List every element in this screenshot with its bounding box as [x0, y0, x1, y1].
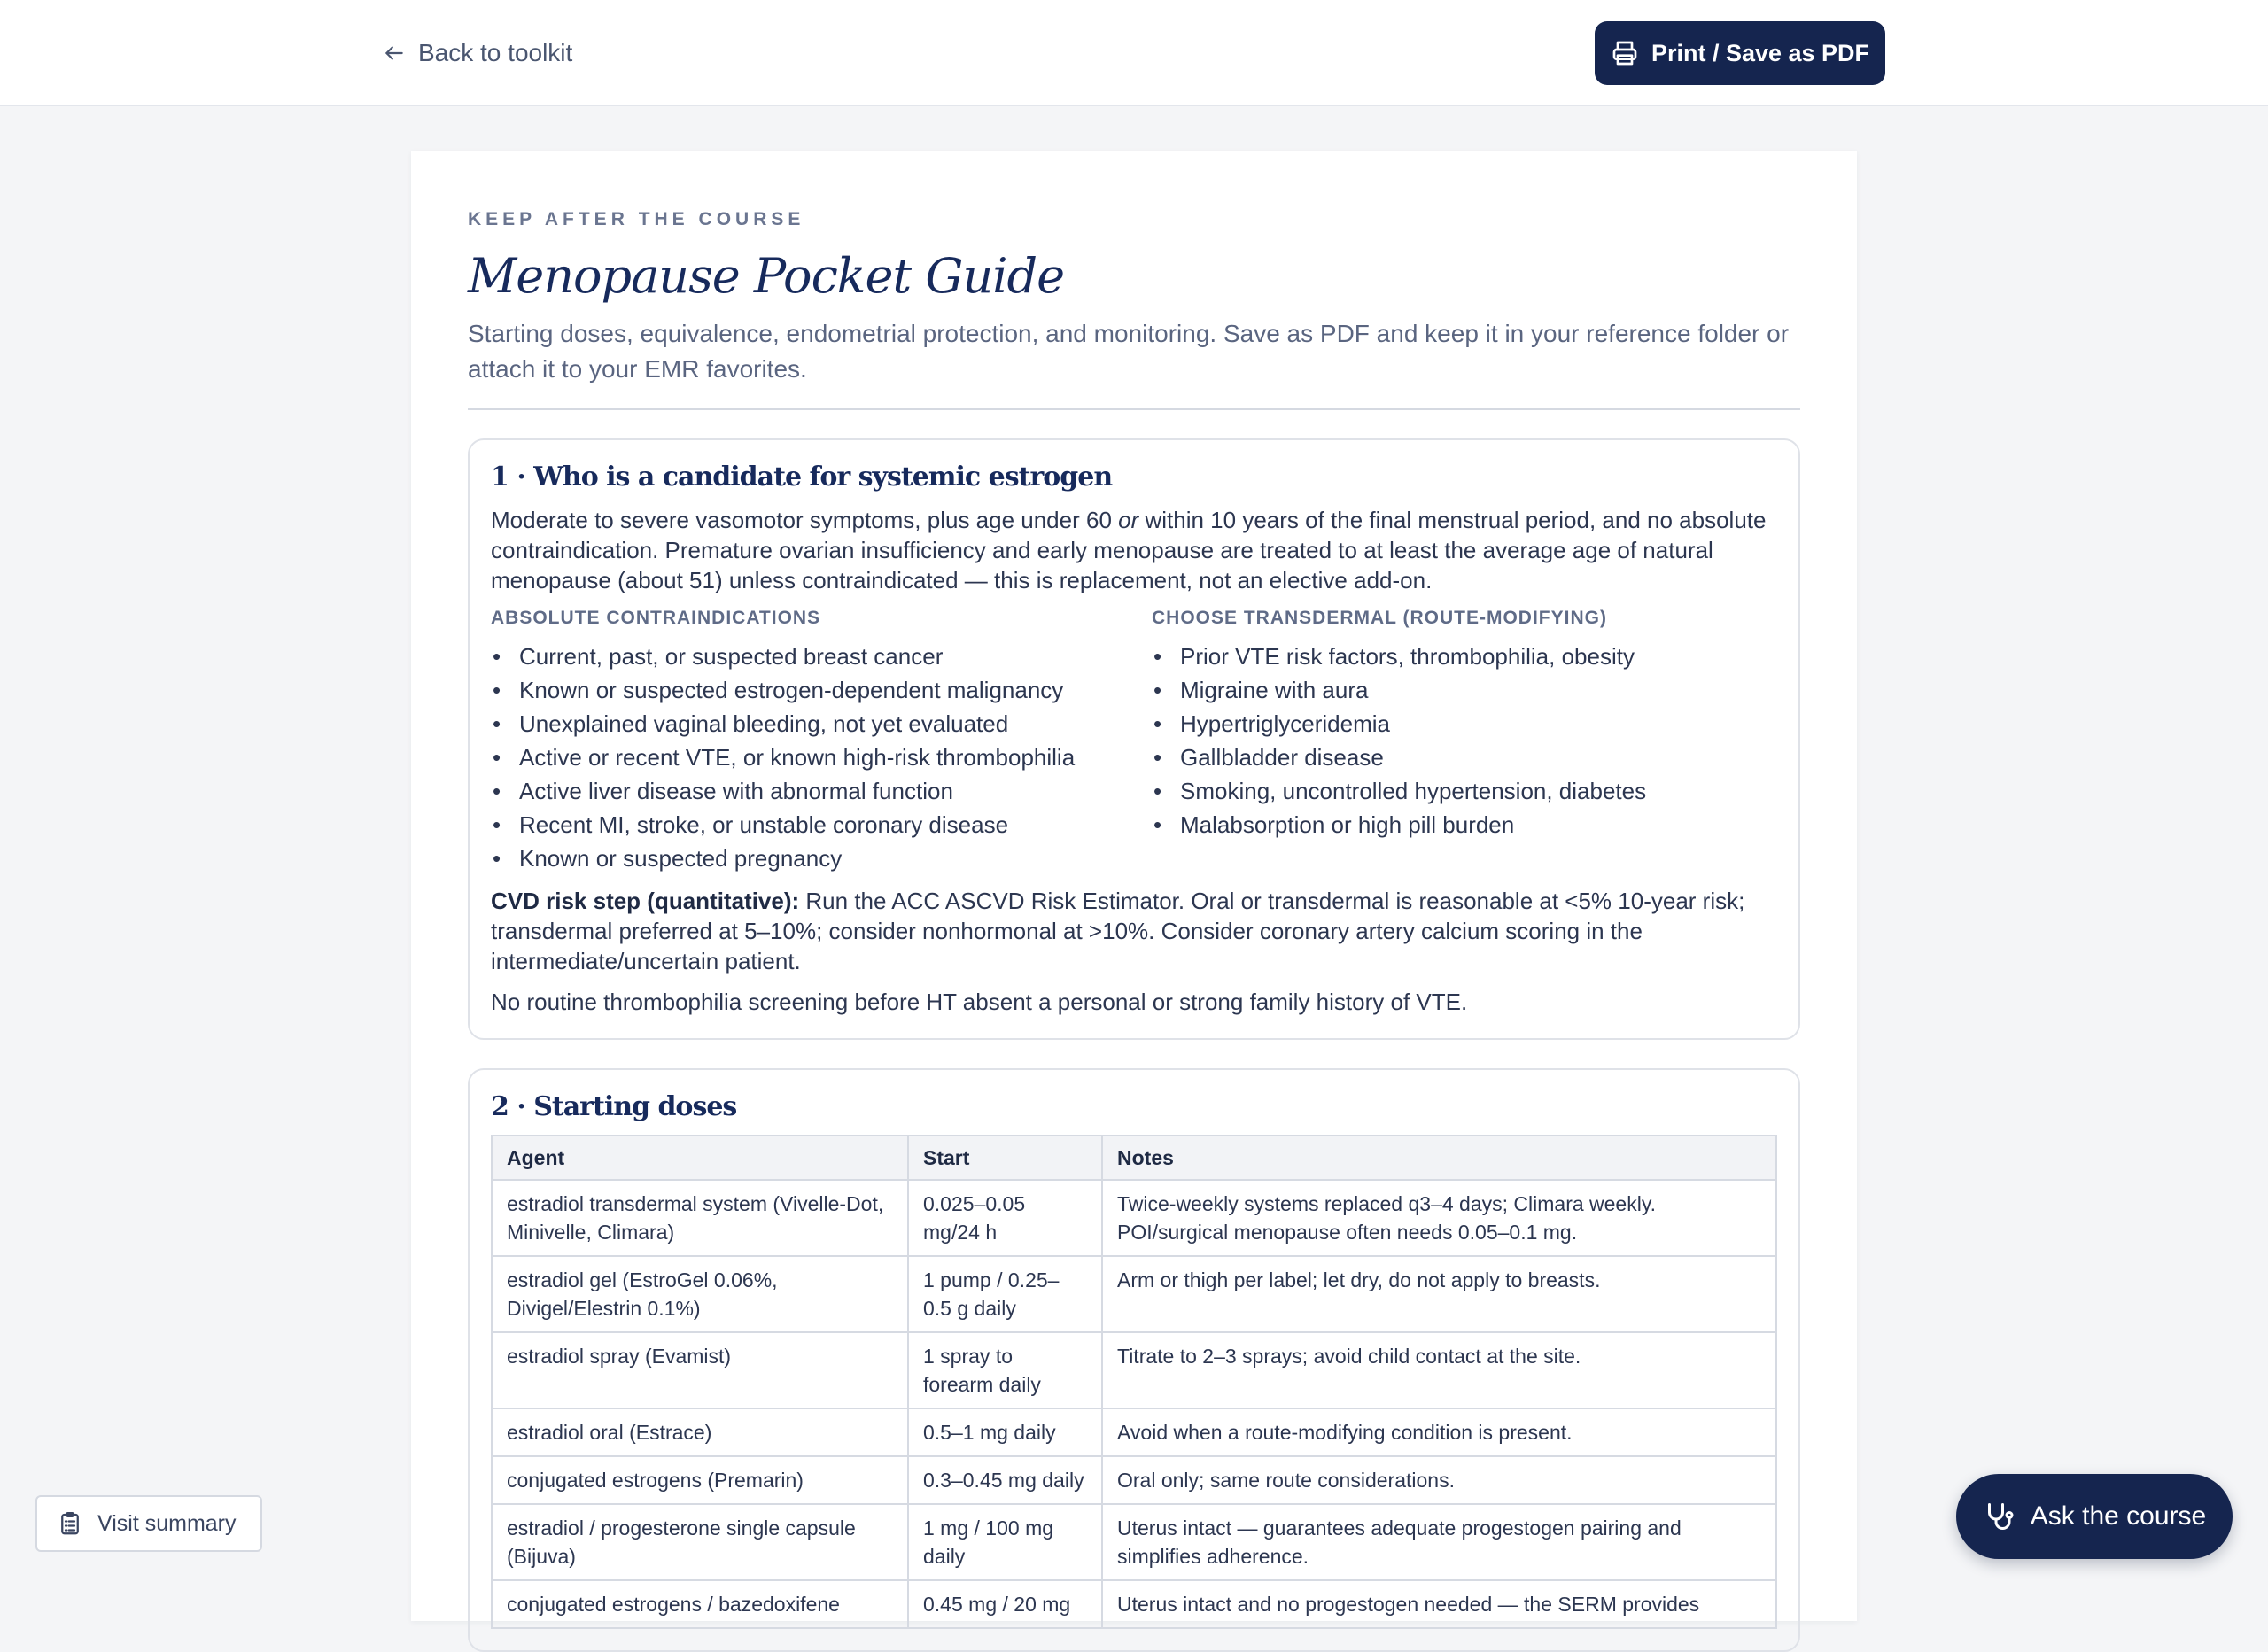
- column-header-start: Start: [908, 1136, 1102, 1180]
- contraindications-heading: ABSOLUTE CONTRAINDICATIONS: [491, 608, 821, 628]
- ask-the-course-button[interactable]: [1956, 1474, 2233, 1559]
- visit-summary-label: Visit summary: [97, 1510, 237, 1536]
- print-button-label: Print / Save as PDF: [1651, 39, 1870, 66]
- cell-notes: Uterus intact and no progestogen needed — the SERM provides: [1102, 1580, 1776, 1628]
- cell-notes: Titrate to 2–3 sprays; avoid child contact at the site.: [1102, 1332, 1776, 1408]
- starting-doses-heading: 2 · Starting doses: [491, 1091, 737, 1122]
- guide-title: Menopause Pocket Guide: [468, 248, 1065, 304]
- transdermal-condition-item: • Gallbladder disease: [1152, 741, 1777, 774]
- transdermal-condition-item: • Malabsorption or high pill burden: [1152, 808, 1777, 842]
- column-header-notes: Notes: [1102, 1136, 1776, 1180]
- cell-start: 1 mg / 100 mg daily: [908, 1504, 1102, 1580]
- cell-notes: Twice-weekly systems replaced q3–4 days; Climara weekly. POI/surgical menopause often needs 0.05–0.1 mg.: [1102, 1180, 1776, 1256]
- table-row: [492, 1580, 1776, 1628]
- transdermal-condition-item: • Migraine with aura: [1152, 673, 1777, 707]
- table-body: [492, 1180, 1776, 1628]
- contraindication-item: • Known or suspected estrogen-dependent malignancy: [491, 673, 1116, 707]
- top-bar: [0, 0, 2268, 106]
- clipboard-icon: [57, 1510, 83, 1537]
- table-row: [492, 1256, 1776, 1332]
- cvd-text: Run the ACC ASCVD Risk Estimator. Oral or transdermal is reasonable at <5% 10-year risk; transdermal preferred at 5–10%; consider nonhormonal at >10%. Consider coronary artery calcium scoring in the intermediate/uncertain patient.: [491, 888, 1745, 974]
- table-row: [492, 1408, 1776, 1456]
- contraindications-column: [491, 608, 1116, 875]
- candidate-intro: [491, 505, 1777, 595]
- cell-start: 0.025–0.05 mg/24 h: [908, 1180, 1102, 1256]
- cell-agent: estradiol / progesterone single capsule (Bijuva): [492, 1504, 908, 1580]
- cell-start: 0.5–1 mg daily: [908, 1408, 1102, 1456]
- guide-eyebrow: KEEP AFTER THE COURSE: [468, 209, 805, 229]
- transdermal-condition-item: • Prior VTE risk factors, thrombophilia, obesity: [1152, 640, 1777, 673]
- contraindication-item: • Active liver disease with abnormal function: [491, 774, 1116, 808]
- cell-notes: Avoid when a route-modifying condition is present.: [1102, 1408, 1776, 1456]
- intro-part-b: within 10 years of the final menstrual period, and no absolute contraindication. Premature ovarian insufficiency and early menopause are treated to at least the average age of natural menopause (about 51) unless contraindicated — this is replacement, not an elective add-on.: [491, 507, 1767, 593]
- contraindication-item: • Unexplained vaginal bleeding, not yet evaluated: [491, 707, 1116, 741]
- cell-start: 0.3–0.45 mg daily: [908, 1456, 1102, 1504]
- intro-or: or: [1118, 507, 1139, 533]
- cell-agent: estradiol transdermal system (Vivelle-Dot, Minivelle, Climara): [492, 1180, 908, 1256]
- table-header-row: [492, 1136, 1776, 1180]
- cell-agent: conjugated estrogens (Premarin): [492, 1456, 908, 1504]
- column-header-agent: Agent: [492, 1136, 908, 1180]
- cell-agent: estradiol gel (EstroGel 0.06%, Divigel/Elestrin 0.1%): [492, 1256, 908, 1332]
- table-row: [492, 1456, 1776, 1504]
- cell-notes: Arm or thigh per label; let dry, do not apply to breasts.: [1102, 1256, 1776, 1332]
- pocket-guide-sheet: [411, 151, 1857, 1621]
- cell-notes: Oral only; same route considerations.: [1102, 1456, 1776, 1504]
- cell-start: 1 pump / 0.25–0.5 g daily: [908, 1256, 1102, 1332]
- cvd-risk-step: [491, 886, 1777, 976]
- cvd-label: CVD risk step (quantitative):: [491, 888, 800, 914]
- contraindications-list: [491, 640, 1116, 875]
- starting-doses-table: [491, 1135, 1777, 1629]
- contraindication-item: • Recent MI, stroke, or unstable coronary disease: [491, 808, 1116, 842]
- cell-agent: estradiol spray (Evamist): [492, 1332, 908, 1408]
- candidate-section: [468, 438, 1800, 1040]
- contraindication-item: • Current, past, or suspected breast cancer: [491, 640, 1116, 673]
- contraindication-item: • Active or recent VTE, or known high-risk thrombophilia: [491, 741, 1116, 774]
- guide-subtitle: Starting doses, equivalence, endometrial protection, and monitoring. Save as PDF and keep it in your reference folder or attach it to your EMR favorites.: [468, 316, 1800, 410]
- cell-start: 1 spray to forearm daily: [908, 1332, 1102, 1408]
- table-row: [492, 1180, 1776, 1256]
- transdermal-list: [1152, 640, 1777, 842]
- criteria-columns: [491, 608, 1777, 875]
- print-save-pdf-button[interactable]: [1595, 21, 1885, 85]
- contraindication-item: • Known or suspected pregnancy: [491, 842, 1116, 875]
- transdermal-column: [1152, 608, 1777, 875]
- back-to-toolkit-link[interactable]: [383, 34, 572, 73]
- candidate-heading: 1 · Who is a candidate for systemic estrogen: [491, 461, 1113, 492]
- ask-the-course-label: Ask the course: [2030, 1501, 2207, 1531]
- vte-note: No routine thrombophilia screening before HT absent a personal or strong family history of VTE.: [491, 989, 1468, 1015]
- cell-agent: estradiol oral (Estrace): [492, 1408, 908, 1456]
- transdermal-condition-item: • Hypertriglyceridemia: [1152, 707, 1777, 741]
- transdermal-heading: CHOOSE TRANSDERMAL (ROUTE-MODIFYING): [1152, 608, 1607, 628]
- cell-notes: Uterus intact — guarantees adequate progestogen pairing and simplifies adherence.: [1102, 1504, 1776, 1580]
- printer-icon: [1611, 39, 1639, 67]
- starting-doses-section: [468, 1068, 1800, 1652]
- table-row: [492, 1332, 1776, 1408]
- table-row: [492, 1504, 1776, 1580]
- arrow-left-icon: [383, 42, 406, 65]
- intro-part-a: Moderate to severe vasomotor symptoms, plus age under 60: [491, 507, 1119, 533]
- visit-summary-button[interactable]: [35, 1495, 262, 1552]
- cell-agent: conjugated estrogens / bazedoxifene: [492, 1580, 908, 1628]
- stethoscope-icon: [1983, 1501, 2015, 1532]
- back-link-label: Back to toolkit: [418, 39, 573, 66]
- cell-start: 0.45 mg / 20 mg: [908, 1580, 1102, 1628]
- transdermal-condition-item: • Smoking, uncontrolled hypertension, diabetes: [1152, 774, 1777, 808]
